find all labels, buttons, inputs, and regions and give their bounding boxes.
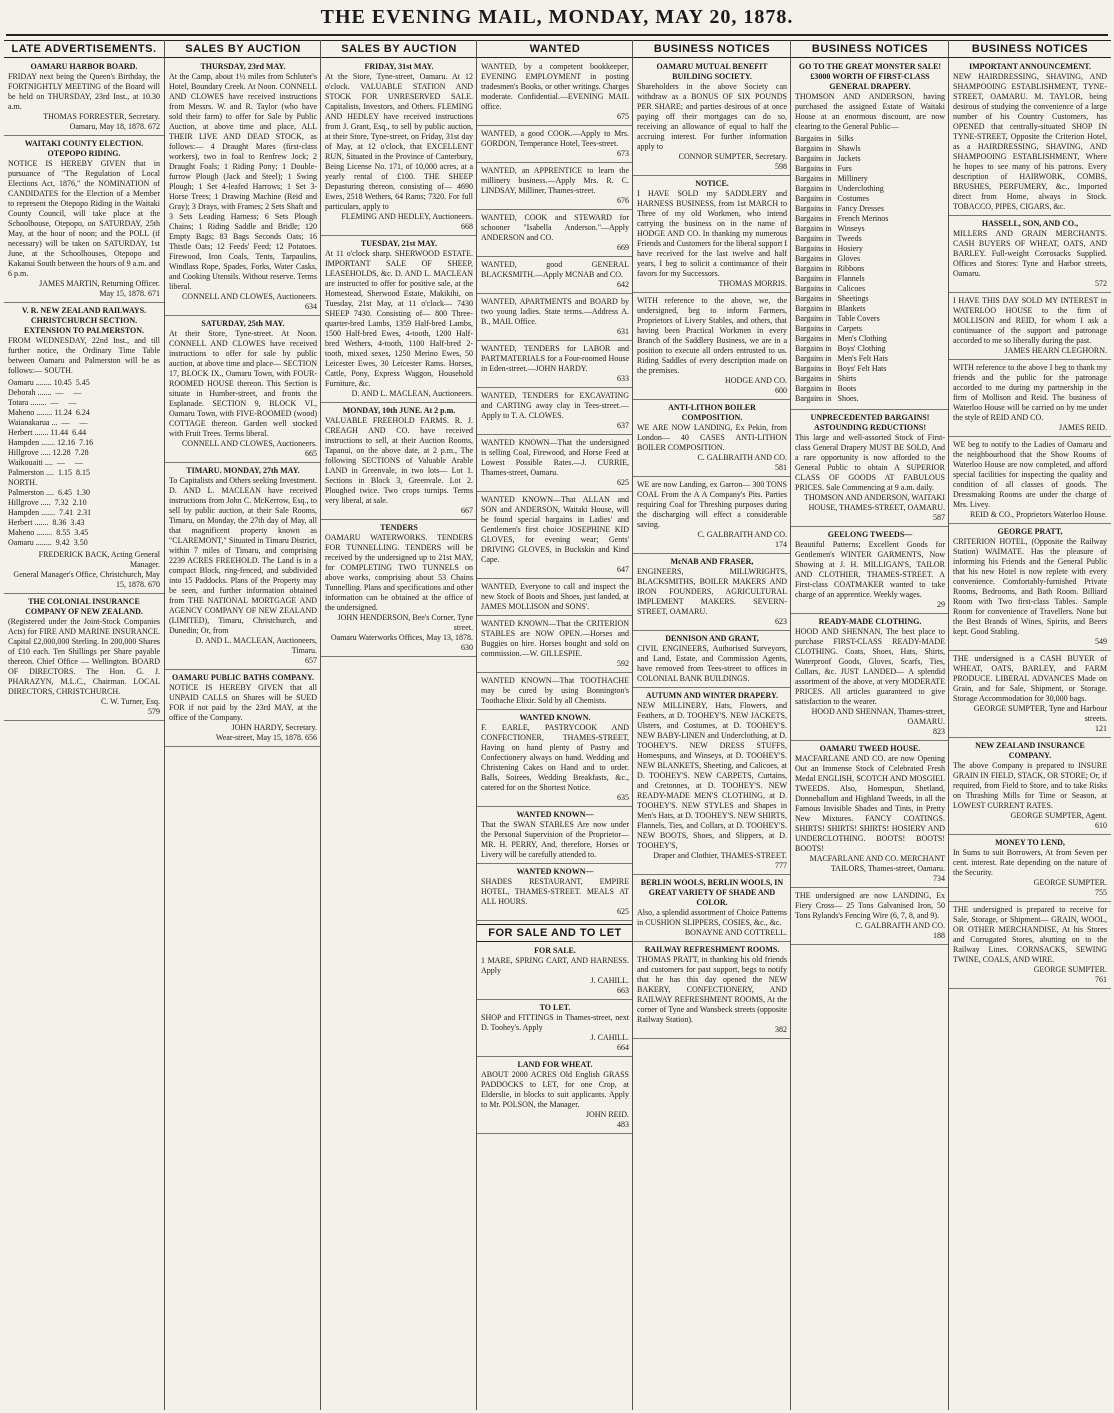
- ad-table-row: Bargains in Blankets: [795, 304, 866, 313]
- ad-body: OAMARU WATERWORKS. TENDERS FOR TUNNELLING. TENDERS will be received by the undersigned up to 21st MAY, for COMPLETING TWO TUNNELS on above works, comprising about 53 Chains Tunnelling. Plans and specifications and other information can be obtained at the office of the undersigned.: [325, 533, 473, 612]
- ad-reference: 610: [1095, 821, 1107, 830]
- ad-signature: C. W. Turner, Esq.: [100, 697, 160, 706]
- advertisement: [949, 527, 1111, 651]
- ad-reference: 734: [933, 874, 945, 883]
- ad-reference: 647: [617, 565, 629, 574]
- ad-body: WANTED KNOWN—That ALLAN and SON and ANDERSON, Waitaki House, will be found special bargains in Ladies' and Gentlemen's first choice JOSEPHINE KID GLOVES, for evening wear; Gents' DRIVING GLOVES, in Buckskin and Kind Cape.: [481, 495, 629, 564]
- advertisement: [633, 62, 791, 176]
- ad-signature: J. CAHILL.: [590, 1033, 629, 1042]
- ad-reference: 777: [775, 861, 787, 870]
- ad-reference: 665: [305, 449, 317, 458]
- advertisement: [633, 557, 791, 631]
- ad-reference: Oamaru, May 18, 1878. 672: [69, 122, 160, 131]
- ad-reference: 642: [617, 280, 629, 289]
- ad-body: THOMAS PRATT, in thanking his old friends and customers for past support, begs to notify that he has this day opened the NEW BAKERY, CONFECTIONERY, AND RAILWAY REFRESHMENT ROOMS, At the corner of Tyne and Wansbeck streets (opposite Railway Station).: [637, 955, 787, 1024]
- ad-table-row: Bargains in Costumes: [795, 194, 870, 203]
- ad-signature: REID & CO., Proprietors Waterloo House.: [970, 510, 1107, 519]
- column-heading: BUSINESS NOTICES: [791, 40, 949, 58]
- ad-signature: JOHN HARDY, Secretary.: [231, 723, 317, 732]
- ad-body: VALUABLE FREEHOLD FARMS. R. J. CREAGH AND CO. have received instructions to sell, at their Auction Rooms, Tapanui, on the above date, at 2 p.m., The following SECTIONS of Valuable Arable LAND in Greenvale, in two lots— Lot 1. Sections in Block 3, Greenvale. Lot 2. Ploughed twice. Two crops turnips. Terms very liberal, at sale.: [325, 416, 473, 505]
- ad-signature: HODGE AND CO.: [725, 376, 787, 385]
- ad-signature: GEORGE SUMPTER.: [1033, 965, 1107, 974]
- ad-reference: 623: [775, 617, 787, 626]
- ad-signature: JAMES HEARN CLEGHORN.: [1004, 346, 1107, 355]
- masthead-rule: [6, 34, 1108, 36]
- advertisement: [633, 945, 791, 1039]
- ad-body: I HAVE SOLD my SADDLERY and HARNESS BUSINESS, from 1st MARCH to Three of my old Workmen, who intend carrying the business on in the name of HODGE AND CO. In thanking my numerous Friends and Customers for the liberal support I have received for the last twelve and half years, I beg to solicit a continuance of their favors for my Successors.: [637, 189, 787, 278]
- ad-reference: 676: [617, 196, 629, 205]
- ad-title: GEORGE PRATT,: [997, 527, 1063, 536]
- ad-body: That the SWAN STABLES Are now under the Personal Supervision of the Proprietor—MR. H. PERRY, And, therefore, Horses or Livery will be carefully attended to.: [481, 820, 629, 859]
- ad-title: MONEY TO LEND,: [995, 838, 1065, 847]
- column-heading: BUSINESS NOTICES: [633, 40, 791, 58]
- masthead: THE EVENING MAIL, MONDAY, MAY 20, 1878.: [320, 6, 794, 28]
- ad-body: THE undersigned are now LANDING, Ex Fiery Cross— 25 Tons Galvanised Iron, 50 Tons Rylands's Fencing Wire (6, 7, 8, and 9).: [795, 891, 945, 920]
- ad-table-row: Bargains in Boys' Clothing: [795, 344, 886, 353]
- advertisement: [4, 306, 164, 594]
- column: [790, 40, 949, 1410]
- ad-title: RAILWAY REFRESHMENT ROOMS.: [644, 945, 780, 954]
- ad-body: WANTED, Everyone to call and inspect the new Stock of Boots and Shoes, just landed, at JAMES MOLLISON and SONS'.: [481, 582, 629, 611]
- advertisement: [633, 403, 791, 477]
- ad-title: WANTED KNOWN—: [516, 867, 594, 876]
- ad-title: TENDERS: [380, 523, 418, 532]
- column: [164, 40, 321, 1410]
- advertisement: [477, 867, 633, 921]
- ad-body: Also, a splendid assortment of Choice Patterns in CUSHION SLIPPERS, COSIES, &c., &c.: [637, 908, 787, 927]
- ad-signature: C. GALBRAITH AND CO.: [697, 530, 787, 539]
- advertisement: [165, 319, 321, 463]
- advertisement: [477, 62, 633, 126]
- advertisement: [477, 297, 633, 341]
- ad-table-row: Bargains in Ribbons: [795, 264, 865, 273]
- ad-reference: 572: [1095, 279, 1107, 288]
- ad-title: WANTED KNOWN.: [519, 713, 591, 722]
- ad-reference: 598: [775, 162, 787, 171]
- ad-title: TIMARU. MONDAY, 27th MAY.: [186, 466, 300, 475]
- advertisement: [4, 597, 164, 721]
- ad-signature: THOMSON AND ANDERSON, WAITAKI HOUSE, THAMES-STREET, OAMARU.: [804, 493, 945, 512]
- ad-title: THURSDAY, 23rd MAY.: [200, 62, 286, 71]
- ad-body: WE are now Landing, ex Garron— 300 TONS COAL From the A A Company's Pits. Parties requiring Coal for Threshing purposes during the discharging will effect a considerable saving.: [637, 480, 787, 529]
- advertisement: [791, 891, 949, 945]
- ad-body: WANTED KNOWN—That TOOTHACHE may be cured by using Bonnington's Toothache Elixir. Sold by all Chemists.: [481, 676, 629, 705]
- advertisement: [949, 440, 1111, 524]
- ad-reference: 549: [1095, 637, 1107, 646]
- ad-table-row: Bargains in Shirts: [795, 374, 857, 383]
- advertisement: [477, 129, 633, 163]
- ad-body: WANTED, TENDERS for EXCAVATING and CARTING away clay in Tees-street.—Apply to T. A. CLOWES.: [481, 391, 629, 420]
- ad-title: OAMARU HARBOR BOARD.: [30, 62, 138, 71]
- ad-body: At their Store, Tyne-street. At Noon. CONNELL AND CLOWES have received instructions to offer for sale by public auction, at above time and place— SECTION 17, BLOCK IX., Oamaru Town, with FOUR-ROOMED HOUSE thereon. This Section is situate in Humber-street, and fronts the Esplanade. SECTION 9, BLOCK VI., Oamaru Town, with FIVE-ROOMED (wood) COTTAGE thereon. Garden well stocked with Fruit Trees. Terms liberal.: [169, 329, 317, 438]
- ad-title: MONDAY, 10th JUNE. At 2 p.m.: [342, 406, 456, 415]
- ad-table-row: Palmerston .... 6.45 1.30: [8, 488, 90, 497]
- ad-signature: Draper and Clothier, THAMES-STREET.: [653, 851, 787, 860]
- ad-signature: JAMES REID.: [1058, 423, 1107, 432]
- ad-table-row: Bargains in Men's Clothing: [795, 334, 887, 343]
- column-heading: SALES BY AUCTION: [321, 40, 477, 58]
- column: [948, 40, 1111, 1410]
- ad-title: NOTICE.: [695, 179, 729, 188]
- ad-table-row: Bargains in Flannels: [795, 274, 865, 283]
- ad-table-row: Bargains in Carpets: [795, 324, 862, 333]
- ad-body: WANTED, a good COOK.—Apply to Mrs. GORDON, Temperance Hotel, Tees-street.: [481, 129, 629, 148]
- advertisement: [477, 344, 633, 388]
- column-heading: WANTED: [477, 40, 633, 58]
- ad-body: 1 MARE, SPRING CART, AND HARNESS. Apply: [481, 956, 629, 975]
- ad-reference: 581: [775, 463, 787, 472]
- ad-title: FRIDAY, 31st MAY.: [364, 62, 434, 71]
- ad-reference: 121: [1095, 724, 1107, 733]
- ad-reference: 755: [1095, 888, 1107, 897]
- ad-title: TO LET.: [539, 1003, 571, 1012]
- ad-table-row: Bargains in Gloves: [795, 254, 861, 263]
- advertisement: [321, 62, 477, 236]
- ad-title: ANTI-LITHON BOILER COMPOSITION.: [668, 403, 756, 422]
- advertisement: [949, 62, 1111, 216]
- ad-title: McNAB AND FRASER,: [670, 557, 754, 566]
- advertisement: [477, 495, 633, 579]
- ad-table-row: Bargains in Silks: [795, 134, 854, 143]
- ad-signature: D. AND L. MACLEAN, Auctioneers, Timaru.: [195, 636, 317, 655]
- ad-body: I HAVE THIS DAY SOLD MY INTEREST in WATERLOO HOUSE to the firm of MOLLISON and REID, for whom I ask a continuance of the support and patronage accorded to me so liberally during the past.: [953, 296, 1107, 345]
- ad-body: HOOD AND SHENNAN, The best place to purchase FIRST-CLASS READY-MADE CLOTHING. Coats, Shoes, Hats, Shirts, Waterproof Goods, Gloves, Scarfs, Ties, Collars, &c. JUST LANDED— A splendid assortment of the above, at very MODERATE PRICES. All articles guaranteed to give satisfaction to the wearer.: [795, 627, 945, 706]
- advertisement: [165, 62, 321, 316]
- advertisement: [4, 62, 164, 136]
- ad-table-row: Deborah ....... — —: [8, 388, 82, 397]
- ad-table-row: Bargains in Shawls: [795, 144, 861, 153]
- advertisement: [949, 219, 1111, 293]
- ad-body: WANTED, COOK and STEWARD for schooner "Isabella Anderson."—Apply ANDERSON and CO.: [481, 213, 629, 242]
- ad-reference: 761: [1095, 975, 1107, 984]
- advertisement: [477, 582, 633, 616]
- ad-body: WANTED, TENDERS for LABOR and PARTMATERIALS for a Four-roomed House in Eden-street.—JOHN HARDY.: [481, 344, 629, 373]
- ad-signature: JOHN HENDERSON, Bee's Corner, Tyne street.: [337, 613, 473, 632]
- advertisement: [477, 1003, 633, 1057]
- ad-reference: 673: [617, 149, 629, 158]
- advertisement: [477, 619, 633, 673]
- ad-reference: 657: [305, 656, 317, 665]
- ad-table-row: Hampden ....... 7.41 2.31: [8, 508, 92, 517]
- ad-title: LAND FOR WHEAT.: [517, 1060, 593, 1069]
- ad-body: SHADES RESTAURANT, EMPIRE HOTEL, THAMES-STREET. MEALS AT ALL HOURS.: [481, 877, 629, 906]
- column: [320, 40, 477, 1410]
- ad-title: IMPORTANT ANNOUNCEMENT.: [969, 62, 1091, 71]
- ad-table-row: Bargains in Sheetings: [795, 294, 869, 303]
- column-heading: LATE ADVERTISEMENTS.: [4, 40, 164, 58]
- ad-table-row: Maheno ........ 8.55 3.45: [8, 528, 89, 537]
- ad-reference: 587: [933, 513, 945, 522]
- ad-body: Shareholders in the above Society can withdraw as a BONUS OF SIX POUNDS PER SHARE; and parties desirous of at once paying off their mortgages can do so, receiving an allowance of equal to half the accruing interest. For further information apply to: [637, 82, 787, 151]
- ad-body: NOTICE IS HEREBY GIVEN that in pursuance of "The Regulation of Local Elections Act, 1876," the NOMINATION of CANDIDATES for the Election of a Member to represent the Otepopo Riding in the Waitaki County Council, will take place at the Schoolhouse, Otepopo, on SATURDAY, 25th May, at the hour of noon; and the POLL (if necessary) will be taken on SATURDAY, 1st June, at the Schoolhouses, Otepopo and Kakanui South between the hours of 9 a.m. and 6 p.m.: [8, 159, 160, 278]
- ad-table-row: Hillgrove ..... 12.28 7.28: [8, 448, 89, 457]
- advertisement: [791, 62, 949, 410]
- ad-body: THE undersigned is prepared to receive for Sale, Storage, or Shipment— GRAIN, WOOL, OR OTHER MERCHANDISE, At his Stores and Corrugated Stores, abutting on to the Railway Lines. CORNSACKS, SEWING TWINE, COALS, AND WIRE.: [953, 905, 1107, 964]
- advertisement: [949, 741, 1111, 835]
- ad-table-row: Oamaru ........ 9.42 3.50: [8, 538, 88, 547]
- ad-reference: Oamaru Waterworks Offices, May 13, 1878. 630: [330, 633, 473, 652]
- ad-table-row: Oamaru ........ 10.45 5.45: [8, 378, 90, 387]
- advertisement: [477, 438, 633, 492]
- ad-signature: GEORGE SUMPTER, Agent.: [1010, 811, 1107, 820]
- ad-reference: 667: [461, 506, 473, 515]
- ad-body: Beautiful Patterns; Excellent Goods for Gentlemen's WINTER GARMENTS, Now Showing at J. H. MILLIGAN'S, TAILOR AND CLOTHIER, THAMES-STREET. A First-class COATMAKER wanted to take charge of an apprentice. Weekly wages.: [795, 540, 945, 599]
- ad-body: THOMSON AND ANDERSON, having purchased the assigned Estate of Waitaki House at an enormous discount, are now clearing to the General Public—: [795, 92, 945, 131]
- ad-reference: 669: [617, 243, 629, 252]
- ad-reference: 675: [617, 112, 629, 121]
- ad-body: WANTED, good GENERAL BLACKSMITH.—Apply MCNAB and CO.: [481, 260, 629, 279]
- ad-title: AUTUMN AND WINTER DRAPERY.: [645, 691, 779, 700]
- ad-body: FROM WEDNESDAY, 22nd Inst., and till further notice, the Ordinary Time Table between Oamaru and Palmerston will be as follows:— SOUTH.: [8, 336, 160, 375]
- ad-table: [8, 378, 160, 548]
- advertisement: [633, 179, 791, 293]
- advertisement: [949, 838, 1111, 902]
- ad-table-row: Bargains in Fancy Dresses: [795, 204, 884, 213]
- ad-signature: C. GALBRAITH AND CO.: [697, 453, 787, 462]
- ad-signature: GEORGE SUMPTER, Tyne and Harbour streets.: [973, 704, 1107, 723]
- advertisement: [949, 363, 1111, 437]
- advertisement: [321, 523, 477, 657]
- ad-signature: FREDERICK BACK, Acting General Manager.: [38, 550, 160, 569]
- ad-body: F. EARLE, PASTRYCOOK AND CONFECTIONER, THAMES-STREET, Having on hand plenty of Pastry and Confectionery always on hand. Wedding and Christening Cakes on Hand and to order. Balls, Soirees, Wedding Breakfasts, &c., catered for on the Shortest Notice.: [481, 723, 629, 792]
- advertisement: [791, 413, 949, 527]
- ad-signature: D. AND L. MACLEAN, Auctioneers.: [351, 389, 473, 398]
- advertisement: [165, 466, 321, 670]
- ad-body: NEW HAIRDRESSING, SHAVING, AND SHAMPOOING ESTABLISHMENT, TYNE-STREET, OAMARU. M. TAYLOR, being desirous of studying the convenience of a large number of his Country Customers, has OPENED that centrally-situated SHOP IN TYNE-STREET, Opposite the Criterion Hotel, as a HAIRDRESSING, SHAVING, AND SHAMPOOING ESTABLISHMENT, Where he hopes to see many of his patrons. Every description of HAIRWORK, COMBS, BRUSHES, PERFUMERY, &c., Imported direct from Home, always in Stock. TOBACCO, PIPES, CIGARS, &c.: [953, 72, 1107, 211]
- ad-body: WE beg to notify to the Ladies of Oamaru and the neighbourhood that the Show Rooms of Waterloo House are now completed, and afford special facilities for inspecting the quality and condition of all classes of goods. The Dressmaking Rooms are under the charge of Mrs. Livey.: [953, 440, 1107, 509]
- ad-signature: THOMAS MORRIS.: [718, 279, 787, 288]
- advertisement: [633, 634, 791, 688]
- ad-signature: HOOD AND SHENNAN, Thames-street, OAMARU.: [811, 707, 945, 726]
- ad-body: WITH reference to the above, we, the undersigned, beg to inform Farmers, Proprietors of Livery Stables, and others, that having been Practical Workmen in every Branch of the Saddlery Business, we are in a position to execute all orders entrusted to us. Riding Saddles of every description made on the premises.: [637, 296, 787, 375]
- ad-reference: 592: [617, 659, 629, 668]
- ad-title: THE COLONIAL INSURANCE COMPANY OF NEW ZEALAND.: [25, 597, 143, 616]
- column-heading: FOR SALE AND TO LET: [477, 924, 633, 942]
- ad-reference: 634: [305, 302, 317, 311]
- ad-body: FRIDAY next being the Queen's Birthday, the FORTNIGHTLY MEETING of the Board will be held on THURSDAY, 23rd Inst., at 10.30 a.m.: [8, 72, 160, 111]
- ad-title: NEW ZEALAND INSURANCE COMPANY.: [975, 741, 1085, 760]
- ad-body: WANTED KNOWN—That the undersigned is selling Coal, Firewood, and Horse Feed at Lowest Possible Rates.—J. CURRIE, Thames-street, Oamaru.: [481, 438, 629, 477]
- ad-body: MILLERS AND GRAIN MERCHANTS. CASH BUYERS OF WHEAT, OATS, AND BARLEY. Full-weight Corrosacks Supplied. Offices and Stores: Tyne and Harbor streets, Oamaru.: [953, 229, 1107, 278]
- ad-reference: 483: [617, 1120, 629, 1129]
- ad-signature: CONNOR SUMPTER, Secretary.: [678, 152, 787, 161]
- ad-reference: 633: [617, 374, 629, 383]
- ad-body: NOTICE IS HEREBY GIVEN that all UNPAID CALLS on Shares will be SUED FOR if not paid by the 23rd MAY, at the office of the Company.: [169, 683, 317, 722]
- ad-title: OAMARU TWEED HOUSE.: [819, 744, 921, 753]
- ad-table-row: Bargains in Men's Felt Hats: [795, 354, 888, 363]
- ad-title: UNPRECEDENTED BARGAINS! ASTOUNDING REDUCTIONS!: [810, 413, 930, 432]
- column: [476, 40, 633, 1410]
- ad-table-row: Waianakarua ... — —: [8, 418, 88, 427]
- ad-body: CIVIL ENGINEERS, Authorised Surveyors, and Land, Estate, and Commission Agents, have removed from Tees-street to offices in COLONIAL BANK BUILDINGS.: [637, 644, 787, 683]
- ad-body: ENGINEERS, MILLWRIGHTS, BLACKSMITHS, BOILER MAKERS AND IRON FOUNDERS, AGRICULTURAL IMPLEMENT MAKERS. SEVERN-STREET, OAMARU.: [637, 567, 787, 616]
- advertisement: [477, 810, 633, 864]
- ad-reference: 625: [617, 907, 629, 916]
- ad-table-row: Bargains in Boys' Felt Hats: [795, 364, 887, 373]
- ad-reference: 664: [617, 1043, 629, 1052]
- ad-body: This large and well-assorted Stock of First-class General Drapery MUST BE SOLD, And a rare opportunity is now afforded to the General Public to obtain A SUPERIOR CLASS OF GOODS AT FABULOUS PRICES. Sale Commencing at 9 a.m. daily.: [795, 433, 945, 492]
- advertisement: [477, 391, 633, 435]
- ad-title: FOR SALE.: [534, 946, 576, 955]
- ad-body: WITH reference to the above I beg to thank my friends and the public for the patronage accorded to me during my partnership in the firm of Mollison and Reid. The business of Waterloo House will be carried on by me under the style of REID AND CO.: [953, 363, 1107, 422]
- advertisement: [477, 1060, 633, 1134]
- ad-title: READY-MADE CLOTHING.: [818, 617, 922, 626]
- ad-title: HASSELL, SON, AND CO.,: [981, 219, 1079, 228]
- ad-title: WAITAKI COUNTY ELECTION. OTEPOPO RIDING.: [24, 139, 144, 158]
- ad-reference: 637: [617, 421, 629, 430]
- ad-title: OAMARU MUTUAL BENEFIT BUILDING SOCIETY.: [656, 62, 768, 81]
- ad-signature: GEORGE SUMPTER.: [1033, 878, 1107, 887]
- advertisement: [477, 946, 633, 1000]
- advertisement: [633, 296, 791, 400]
- ad-body: At 11 o'clock sharp. SHERWOOD ESTATE. IMPORTANT SALE OF SHEEP, LEASEHOLDS, &c. D. AND L. MACLEAN are instructed to offer for positive sale, at the Homestead, Sherwood Estate, Makikihi, on Tuesday, 21st May, at 11 o'clock— 7430 SHEEP 7430. Consisting of— 800 Three-quarter-bred Lambs, 1359 Half-bred Lambs, 1500 Half-bred Ewes, 4-tooth, 1200 Half-bred Wethers, 4-tooth, 1100 Half-bred 2-tooth, mixed sexes, 1250 Merino Ewes, 50 Leicester Ewes, 30 Leicester Rams. Horses, Cattle, Pony, Express Waggon, Household Furniture, &c.: [325, 249, 473, 388]
- ad-signature: JOHN REID.: [585, 1110, 629, 1119]
- ad-signature: CONNELL AND CLOWES, Auctioneers.: [181, 439, 317, 448]
- column: [4, 40, 164, 1410]
- advertisement: [949, 654, 1111, 738]
- column-heading: BUSINESS NOTICES: [949, 40, 1111, 58]
- ad-reference: Wear-street, May 15, 1878. 656: [215, 733, 317, 742]
- ad-title: DENNISON AND GRANT,: [665, 634, 759, 643]
- ad-body: SHOP and FITTINGS in Thames-street, next D. Toohey's. Apply: [481, 1013, 629, 1032]
- advertisement: [791, 744, 949, 888]
- ad-body: To Capitalists and Others seeking Investment. D. AND L. MACLEAN have received instructions from John C. McKerrow, Esq., to sell by public auction, at their Sale Rooms, Timaru, on Monday, the 27th day of May, all that magnificent property known as "CLAREMONT," Situated in Timaru District, within 7 miles of Timaru, and comprising 2239 ACRES FREEHOLD. The Land is in a compact Block, ring-fenced, and subdivided into 15 Paddocks. Plans of the Property may be seen, and further information obtained from THE NATIONAL MORTGAGE AND AGENCY COMPANY OF NEW ZEALAND (LIMITED), Timaru, Christchurch, and Dunedin; Or, from: [169, 476, 317, 635]
- ad-reference: 29: [937, 600, 945, 609]
- ad-table-row: NORTH.: [8, 478, 38, 487]
- advertisement: [477, 166, 633, 210]
- ad-table-row: Herbert ....... 11.44 6.44: [8, 428, 87, 437]
- ad-reference: 631: [617, 327, 629, 336]
- ad-title: OAMARU PUBLIC BATHS COMPANY.: [171, 673, 315, 682]
- advertisement: [477, 676, 633, 710]
- ad-signature: J. CAHILL.: [590, 976, 629, 985]
- ad-table-row: Bargains in Jackets: [795, 154, 861, 163]
- ad-body: WE ARE NOW LANDING, Ex Pekin, from London— 40 CASES ANTI-LITHON BOILER COMPOSITION.: [637, 423, 787, 452]
- ad-body: ABOUT 2000 ACRES Old English GRASS PADDOCKS to LET, for one Crop, at Elderslie, in blocks to suit applicants. Apply to Mr. POLSON, the Manager.: [481, 1070, 629, 1109]
- ad-reference: 823: [933, 727, 945, 736]
- ad-body: In Sums to suit Borrowers, At from Seven per cent. interest. Rate depending on the nature of the Security.: [953, 848, 1107, 877]
- ad-signature: FLEMING AND HEDLEY, Auctioneers.: [341, 212, 473, 221]
- advertisement: [633, 691, 791, 875]
- ad-table: [795, 134, 945, 404]
- ad-signature: BONAYNE AND COTTRELL.: [684, 928, 787, 937]
- advertisement: [791, 530, 949, 614]
- ad-reference: 625: [617, 478, 629, 487]
- ad-reference: 635: [617, 793, 629, 802]
- ad-body: CRITERION HOTEL, (Opposite the Railway Station) WAIMATE. Has the pleasure of informing his Friends and the General Public that his new Hotel is now replete with every convenience. Comfortably-furnished Private Rooms, Bedrooms, and Bath Room. Billiard Room with Two first-class Tables. Sample Room for convenience of Travellers. None but the Best Brands of Wines, Spirits, and Beers kept. Good Stabling.: [953, 537, 1107, 636]
- ad-body: THE undersigned is a CASH BUYER of WHEAT, OATS, BARLEY, and FARM PRODUCE. LIBERAL ADVANCES Made on Grain, and for Sale, Shipment, or Storage. Storage Accommodation for 30,000 bags.: [953, 654, 1107, 703]
- ad-signature: CONNELL AND CLOWES, Auctioneers.: [181, 292, 317, 301]
- ad-reference: General Manager's Office, Christchurch, May 15, 1878. 670: [13, 570, 160, 589]
- advertisement: [4, 139, 164, 303]
- advertisement: [165, 673, 321, 747]
- ad-body: NEW MILLINERY, Hats, Flowers, and Feathers, at D. TOOHEY'S. NEW JACKETS, Ulsters, and Costumes, at D. TOOHEY'S. NEW BABY-LINEN and Underclothing, at D. TOOHEY'S. NEW DRESS STUFFS, Homespuns, and Winseys, at D. TOOHEY'S. NEW BLANKETS, Sheeting, and Calicoes, at D. TOOHEY'S. NEW CARPETS, Curtains, and Cretonnes, at D. TOOHEY'S. NEW READY-MADE MEN'S CLOTHING, at D. TOOHEY'S. NEW STYLES and Shapes in Men's Hats, at D. TOOHEY'S. NEW SHIRTS, Flannels, Ties, and Collars, at D. TOOHEY'S. NEW BOOTS, Shoes, and Slippers, at D. TOOHEY'S,: [637, 701, 787, 850]
- ad-title: TUESDAY, 21st MAY.: [360, 239, 438, 248]
- ad-signature: C. GALBRAITH AND CO.: [855, 921, 945, 930]
- ad-table-row: Bargains in Underclothing: [795, 184, 884, 193]
- ad-body: (Registered under the Joint-Stock Companies Acts) for FIRE AND MARINE INSURANCE. Capital £2,000,000 Sterling. In 200,000 Shares of £10 each. Ten Shillings per Share payable thereon. Chief Office — Wellington. BOARD OF DIRECTORS. The Hon. G. J. PHARAZYN, M.L.C., Chairman. LOCAL DIRECTORS, CHRISTCHURCH.: [8, 617, 160, 696]
- ad-table-row: Bargains in Hosiery: [795, 244, 863, 253]
- column: [632, 40, 791, 1410]
- ad-table-row: Bargains in Tweeds: [795, 234, 862, 243]
- ad-title: GEELONG TWEEDS—: [827, 530, 913, 539]
- ad-body: WANTED KNOWN—That the CRITERION STABLES are NOW OPEN.—Horses and Buggies on hire. Horses bought and sold on commission.—W. GILLESPIE.: [481, 619, 629, 658]
- ad-body: WANTED, by a competent bookkeeper, EVENING EMPLOYMENT in posting tradesmen's Books, or other writings. Charges moderate. Confidential.—EVENING MAIL office.: [481, 62, 629, 111]
- ad-table-row: Herbert ....... 8.36 3.43: [8, 518, 85, 527]
- ad-table-row: Totara ........ — —: [8, 398, 77, 407]
- ad-table-row: Bargains in Winseys: [795, 224, 865, 233]
- advertisement: [321, 239, 477, 403]
- ad-title: BERLIN WOOLS, BERLIN WOOLS, IN GREAT VARIETY OF SHADE AND COLOR.: [640, 878, 784, 907]
- ad-table-row: Bargains in Millinery: [795, 174, 868, 183]
- advertisement: [633, 878, 791, 942]
- ad-reference: 663: [617, 986, 629, 995]
- advertisement: [949, 296, 1111, 360]
- ad-table-row: Waikouaiti .... — —: [8, 458, 83, 467]
- ad-table-row: Bargains in Calicoes: [795, 284, 866, 293]
- ad-table-row: Palmerston .... 1.15 8.15: [8, 468, 90, 477]
- ad-reference: May 15, 1878. 671: [99, 289, 160, 298]
- ad-title: SATURDAY, 25th MAY.: [201, 319, 285, 328]
- advertisement: [321, 406, 477, 520]
- ad-body: The above Company is prepared to INSURE GRAIN IN FIELD, STACK, OR STORE; Or, if required, from Field to Store, and to take Risks on Thrashing Mills for Time or Season, at LOWEST CURRENT RATES.: [953, 761, 1107, 810]
- advertisement: [477, 213, 633, 257]
- ad-table-row: Bargains in Boots: [795, 384, 857, 393]
- column-heading: SALES BY AUCTION: [165, 40, 321, 58]
- advertisement: [791, 617, 949, 741]
- ad-signature: MACFARLANE AND CO. MERCHANT TAILORS, Thames-street, Oamaru.: [809, 854, 945, 873]
- ad-table-row: Hampden ....... 12.16 7.16: [8, 438, 94, 447]
- ad-title: V. R. NEW ZEALAND RAILWAYS. CHRISTCHURCH SECTION. EXTENSION TO PALMERSTON.: [21, 306, 147, 335]
- ad-table-row: Maheno ........ 11.24 6.24: [8, 408, 90, 417]
- ad-body: WANTED, APARTMENTS and BOARD by two young ladies. State terms.—Address A. B., MAIL Office.: [481, 297, 629, 326]
- advertisement: [477, 713, 633, 807]
- ad-reference: 188: [933, 931, 945, 940]
- ad-body: At the Camp, about 1½ miles from Schluter's Hotel, Boundary Creek. At Noon. CONNELL AND CLOWES have received instructions from Messrs. W. and R. Taylor (who have sold their farm) to offer for Sale by Public Auction, at above time and place, ALL THEIR LIVE AND DEAD STOCK, as follows:— 4 Draught Mares (first-class workers), two in foal to Renfrew Jock; 2 Draught Foals; 1 Riding Pony; 1 Double-furrow Plough (Jack and Steel); 1 Swing Plough; 1 Set 4-leafed Harrows; 1 Set 3-Horse Trees; 1 Drawing Machine (Reid and Gray); 3 Drays, with Frames; 2 Sets Shaft and 3 Sets Leading Harness; 6 Sets Plough Chains; 1 Riding Saddle and Bridle; 120 Empty Bags; 83 Bags Seconds Oats; 16 Thistle Oats; 12 Feeds' Feed; 12 Potatoes. Firewood, Iron Coals, Tents, Tarpaulins, Windlass Rope, Spades, Forks, Water Casks, and Cooking Utensils. Without reserve. Terms liberal.: [169, 72, 317, 291]
- ad-title: WANTED KNOWN—: [516, 810, 594, 819]
- ad-reference: 174: [775, 540, 787, 549]
- ad-reference: 600: [775, 386, 787, 395]
- ad-body: At the Store, Tyne-street, Oamaru. At 12 o'clock. VALUABLE STATION AND STOCK FOR UNRESERVED SALE. Capitalists, Investors, and Others. FLEMING AND HEDLEY have received instructions from J. Grant, Esq., to sell by public auction, at their Store, Tyne-street, on Friday, 31st day of May, at 12 o'clock, that EXCELLENT RUN, Situated in the Province of Canterbury, Being License No. 171, of 10,000 acres, at a yearly rental of £100. THE SHEEP Depasturing thereon, consisting of— 4690 Ewes, 2518 Wethers, 64 Rams; 7320. For full particulars, apply to: [325, 72, 473, 211]
- ad-table-row: Hillgrove ..... 7.32 2.10: [8, 498, 87, 507]
- ad-signature: JAMES MARTIN, Returning Officer.: [39, 279, 160, 288]
- advertisement: [949, 905, 1111, 989]
- ad-table-row: Bargains in Furs: [795, 164, 852, 173]
- ad-body: MACFARLANE AND CO. are now Opening Out an Immense Stock of Celebrated Fresh Medal ENGLISH, SCOTCH AND MOSGIEL TWEEDS. Also, Homespun, Shetland, Donneballum and Highland Tweeds, in all the Famous Invisible Shades and Tints, in Pretty New Mixtures. FANCY COATINGS. SHIRTS! SHIRTS! SHIRTS! HOSIERY AND UNDERCLOTHING. BOOTS! BOOTS! BOOTS!: [795, 754, 945, 853]
- ad-table-row: Bargains in Shoes.: [795, 394, 859, 403]
- ad-signature: THOMAS FORRESTER, Secretary.: [43, 112, 160, 121]
- ad-table-row: Bargains in French Merinos: [795, 214, 889, 223]
- ad-reference: 382: [775, 1025, 787, 1034]
- ad-reference: 579: [148, 707, 160, 716]
- advertisement: [477, 260, 633, 294]
- ad-body: WANTED, an APPRENTICE to learn the millinery business.—Apply Mrs. R. C. LINDSAY, Milliner, Thames-street.: [481, 166, 629, 195]
- ad-table-row: Bargains in Table Covers: [795, 314, 880, 323]
- ad-reference: 668: [461, 222, 473, 231]
- advertisement: [633, 480, 791, 554]
- ad-title: GO TO THE GREAT MONSTER SALE! £3000 WORTH OF FIRST-CLASS GENERAL DRAPERY.: [798, 62, 942, 91]
